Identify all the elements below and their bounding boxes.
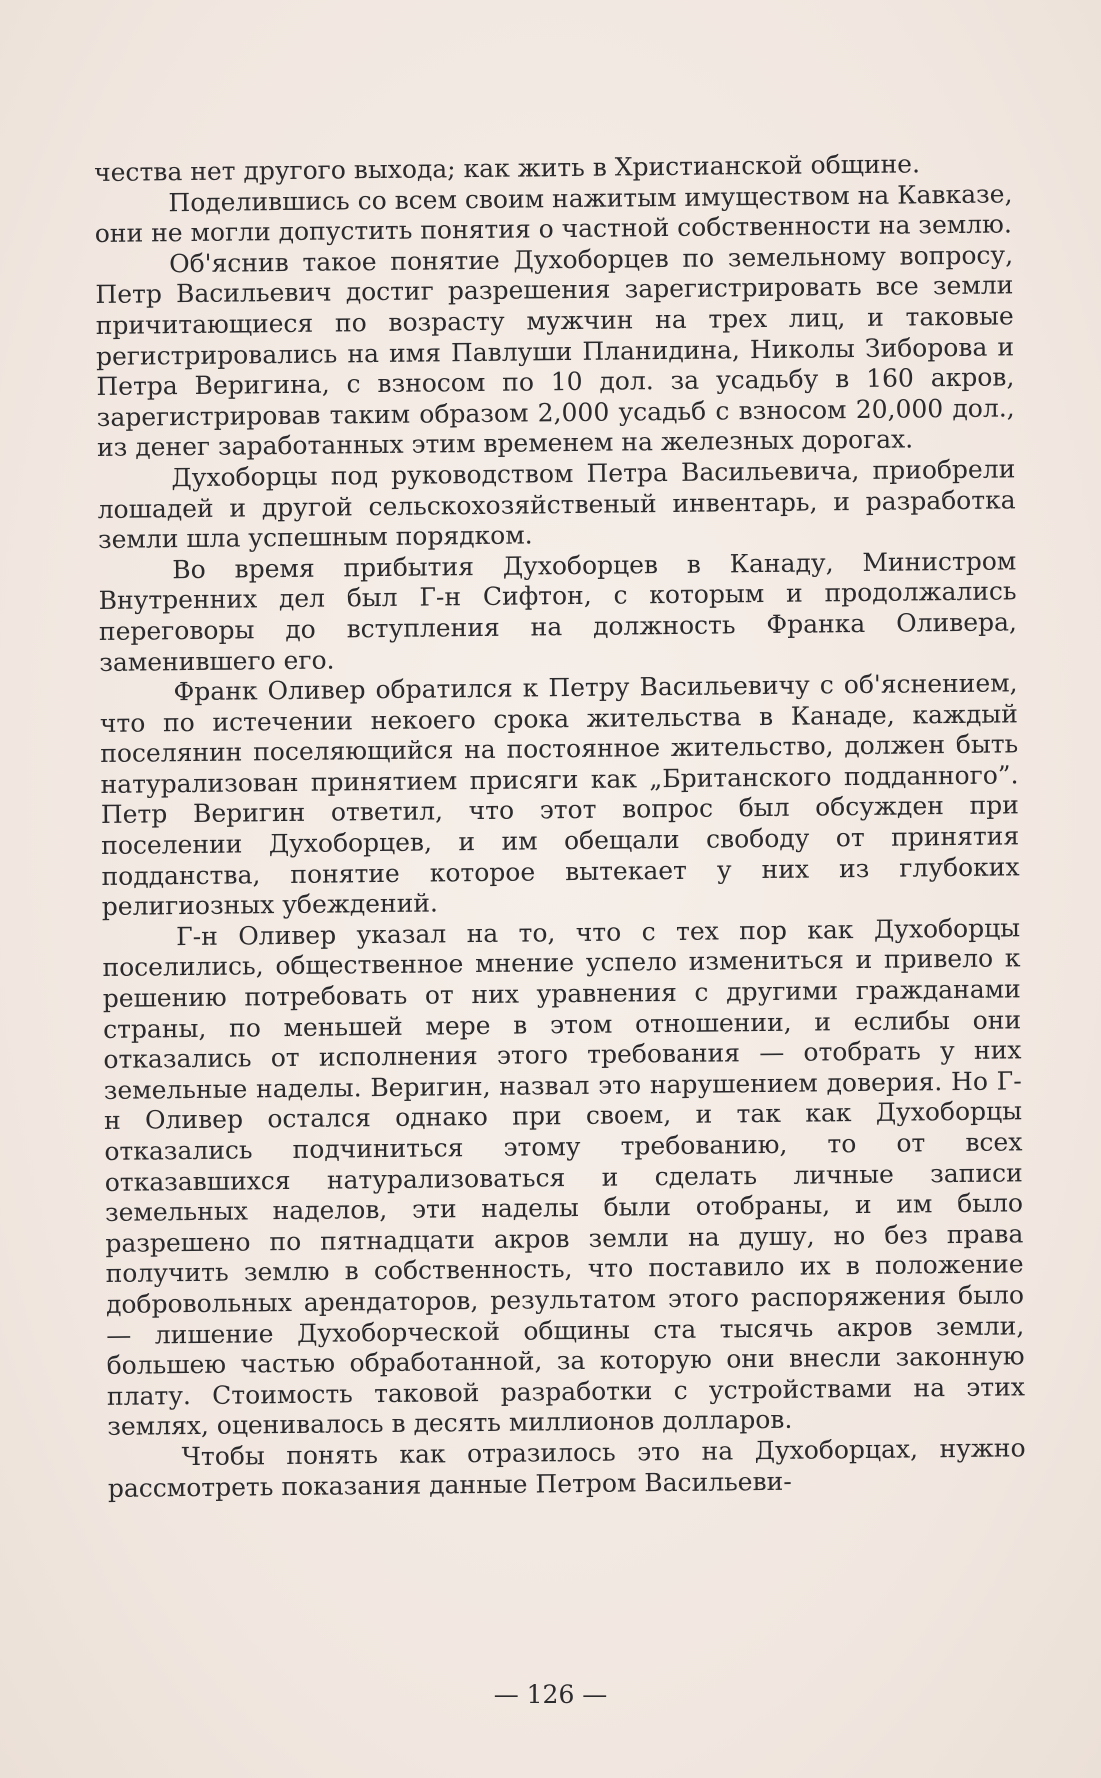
page-number: — 126 — bbox=[493, 1680, 608, 1709]
paragraph-continuation: чества нет другого выхода; как жить в Христианской общине. bbox=[94, 149, 921, 187]
paragraph-land-registration: Об'яснив такое понятие Духоборцев по земельному вопросу, Петр Васильевич достиг разрешения зарегистрировать все земли причитающиеся по возрасту мужчин на трех лиц, и таковые регистрировались на имя Павлуши Планидина, Николы Зиборова и Петра Веригина, с взносом по 10 дол. за усадьбу в 160 акров, зарегистрировав таким образом 2,000 усадьб с взносом 20,000 дол., из денег заработанных этим временем на железных дорогах. bbox=[95, 240, 1015, 463]
paragraph-equipment: Духоборцы под руководством Петра Васильевича, приобрели лошадей и другой сельскохозяйственый инвентарь, и разработка земли шла успешным порядком. bbox=[97, 454, 1016, 555]
paragraph-naturalization: Франк Оливер обратился к Петру Васильевичу с об'яснением, что по истечении некоего срока жительства в Канаде, каждый поселянин поселяющийся на постоянное жительство, должен быть натурализован принятием присяги как „Британского подданного”. Петр Веригин ответил, что этот вопрос был обсужден при поселении Духоборцев, и им обещали свободу от принятия подданства, понятие которое вытекает у них из глубоких религиозных убеждений. bbox=[99, 668, 1020, 922]
page-text bbox=[94, 148, 1026, 1504]
paragraph-property: Поделившись со всем своим нажитым имуществом на Кавказе, они не могли допустить понятия о частной собственности на землю. bbox=[94, 178, 1013, 249]
paragraph-land-seizure: Г-н Оливер указал на то, что с тех пор как Духоборцы поселились, общественное мнение успело измениться и привело к решению потребовать от них уравнения с другими гражданами страны, по меньшей мере в этом отношении, и еслибы они отказались от исполнения этого требования — отобрать у них земельные наделы. Веригин, назвал это нарушением доверия. Но Г-н Оливер остался однако при своем, и так как Духоборцы отказались подчиниться этому требованию, то от всех отказавшихся натурализоваться и сделать личные записи земельных наделов, эти наделы были отобраны, и им было разрешено по пятнадцати акров земли на душу, но без права получить землю в собственность, что поставило их в положение добровольных арендаторов, результатом этого распоряжения было — лишение Духоборческой общины ста тысячь акров земли, большею частью обработанной, за которую они внесли законную плату. Стоимость таковой разработки с устройствами на этих землях, оценивалось в десять миллионов долларов. bbox=[102, 913, 1026, 1442]
paragraph-minister: Во время прибытия Духоборцев в Канаду, Министром Внутренних дел был Г-н Сифтон, с которым и продолжались переговоры до вступления на должность Франка Оливера, заменившего его. bbox=[98, 546, 1018, 677]
paragraph-conclusion: Чтобы понять как отразилось это на Духоборцах, нужно рассмотреть показания данные Петром Васильеви- bbox=[107, 1433, 1026, 1503]
